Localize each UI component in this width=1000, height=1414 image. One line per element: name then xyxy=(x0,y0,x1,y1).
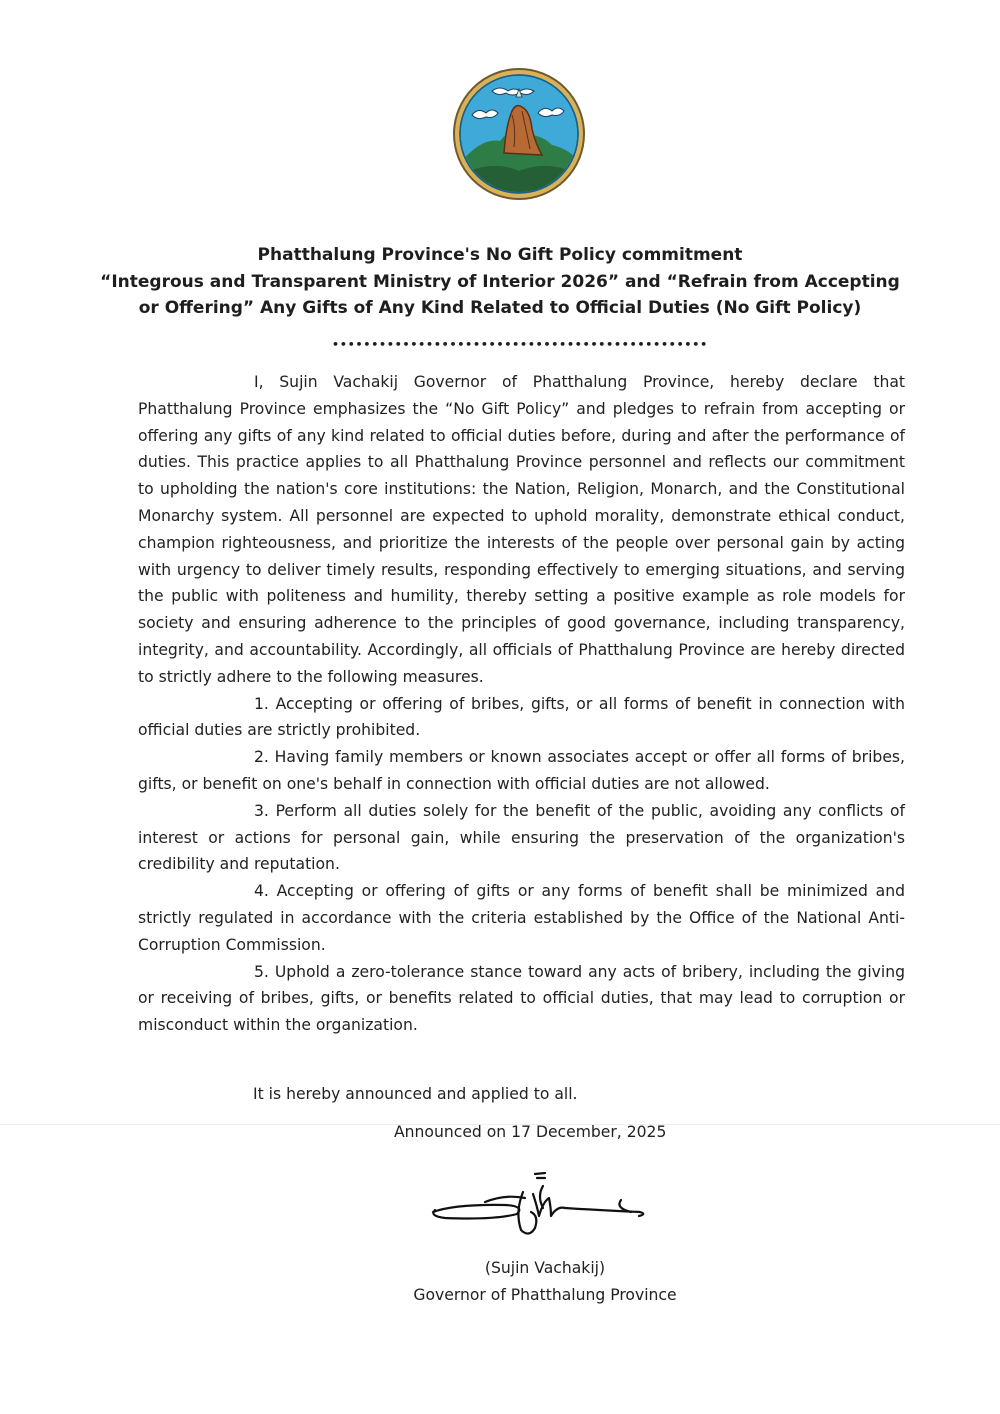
title-line-2: “Integrous and Transparent Ministry of Interior 2026” and “Refrain from Accepting xyxy=(100,271,900,292)
signature-icon xyxy=(425,1172,650,1242)
provincial-seal-icon xyxy=(452,67,586,201)
signatory-title: Governor of Phatthalung Province xyxy=(413,1286,677,1304)
measure-item-2: 2. Having family members or known associates accept or offer all forms of bribes, gifts, or benefit on one's behalf in connection with official duties are not allowed. xyxy=(138,748,905,793)
measure-item-3: 3. Perform all duties solely for the benefit of the public, avoiding any conflicts of interest or actions for personal gain, while ensuring the preservation of the organization's credibility and reputation. xyxy=(138,801,905,874)
measure-item-1: 1. Accepting or offering of bribes, gifts, or all forms of benefit in connection with official duties are strictly prohibited. xyxy=(138,694,905,740)
announcement-date: Announced on 17 December, 2025 xyxy=(394,1123,667,1141)
closing-statement: It is hereby announced and applied to all. xyxy=(253,1085,578,1103)
separator-dots: •••••••••••••••••••••••••••••••••••••••••••••••• xyxy=(332,338,708,351)
document-title xyxy=(100,242,900,322)
signatory-name: (Sujin Vachakij) xyxy=(484,1259,606,1277)
title-line-1: Phatthalung Province's No Gift Policy commitment xyxy=(257,245,743,265)
title-line-3: or Offering” Any Gifts of Any Kind Related to Official Duties (No Gift Policy) xyxy=(138,298,862,318)
measure-item-5: 5. Uphold a zero-tolerance stance toward any acts of bribery, including the giving or receiving of bribes, gifts, or benefits related to official duties, that may lead to corruption or misconduct within the organization. xyxy=(138,962,905,1035)
document-body xyxy=(138,369,905,1039)
measure-item-4: 4. Accepting or offering of gifts or any forms of benefit shall be minimized and strictly regulated in accordance with the criteria established by the Office of the National Anti-Corruption Commission. xyxy=(138,882,905,954)
intro-paragraph: I, Sujin Vachakij Governor of Phatthalung Province, hereby declare that Phatthalung Province emphasizes the “No Gift Policy” and pledges to refrain from accepting or offering any gifts of any kind related to official duties before, during and after the performance of duties. This practice applies to all Phatthalung Province personnel and reflects our commitment to upholding the nation's core institutions: the Nation, Religion, Monarch, and the Constitutional Monarchy system. All personnel are expected to uphold morality, demonstrate ethical conduct, champion righteousness, and prioritize the interests of the people over personal gain by acting with urgency to deliver timely results, responding effectively to emerging situations, and serving the public with politeness and humility, thereby setting a positive example as role models for society and ensuring adherence to the principles of good governance, including transparency, integrity, and accountability. Accordingly, all officials of Phatthalung Province are hereby directed to strictly adhere to the following measures. xyxy=(138,373,905,686)
